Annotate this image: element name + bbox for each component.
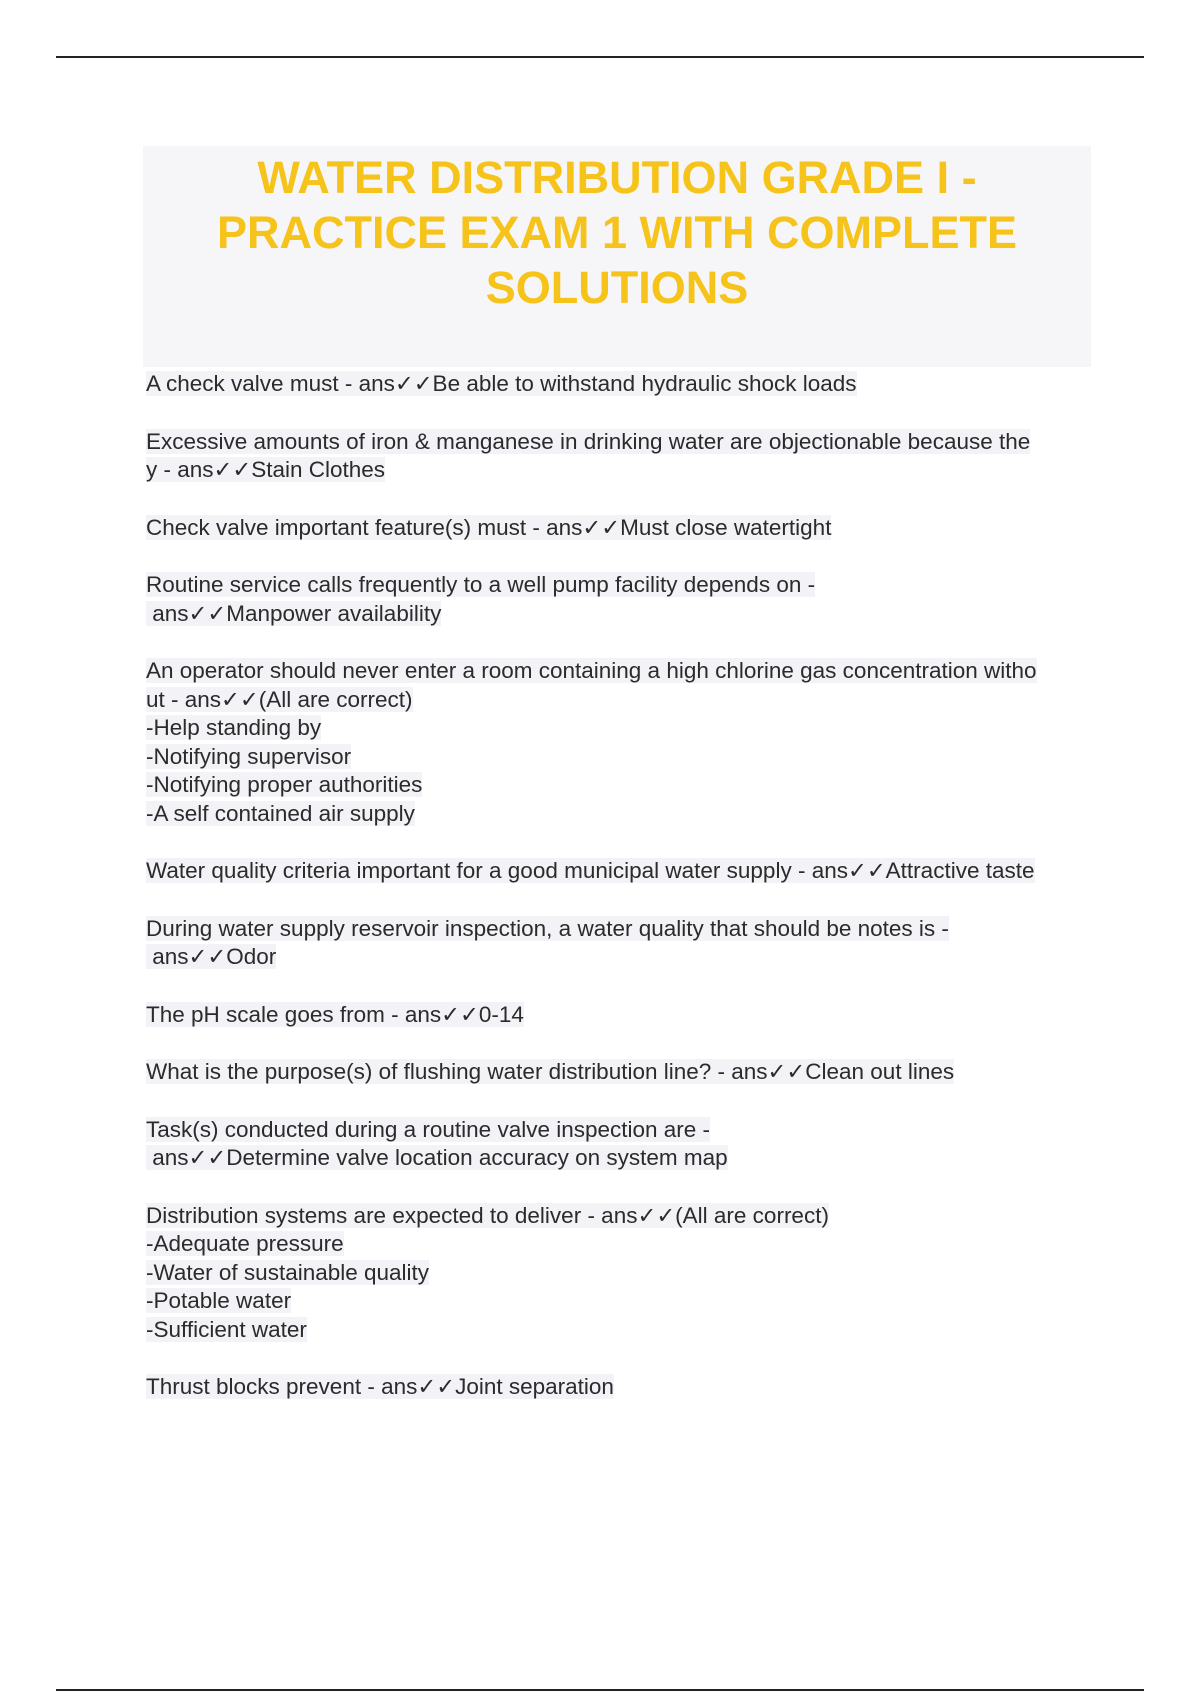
- qa-line-text: -A self contained air supply: [146, 800, 415, 826]
- qa-line: [146, 600, 1096, 629]
- qa-line-text: -Sufficient water: [146, 1316, 307, 1342]
- qa-line: [146, 1202, 1096, 1231]
- qa-item: [146, 370, 1096, 399]
- qa-line: [146, 943, 1096, 972]
- qa-line-text: The pH scale goes from - ans✓✓0-14: [146, 1001, 524, 1027]
- qa-line-text: Check valve important feature(s) must - ans✓✓Must close watertight: [146, 514, 832, 540]
- qa-line: [146, 456, 1096, 485]
- qa-line-text: A check valve must - ans✓✓Be able to withstand hydraulic shock loads: [146, 371, 857, 396]
- qa-line-text: ans✓✓Determine valve location accuracy on system map: [146, 1145, 728, 1170]
- qa-line-text: ans✓✓Manpower availability: [146, 600, 442, 626]
- qa-line: [146, 1287, 1096, 1316]
- qa-line-text: -Help standing by: [146, 715, 322, 740]
- qa-line: [146, 915, 1096, 944]
- qa-item: [146, 571, 1096, 628]
- qa-item: [146, 514, 1096, 543]
- qa-line: [146, 428, 1096, 457]
- qa-line: [146, 857, 1096, 886]
- qa-item: [146, 428, 1096, 485]
- document-title: [143, 150, 1091, 315]
- qa-line: [146, 743, 1096, 772]
- qa-line: [146, 1259, 1096, 1288]
- qa-line-text: What is the purpose(s) of flushing water distribution line? - ans✓✓Clean out lines: [146, 1059, 955, 1084]
- qa-line: [146, 571, 1096, 600]
- qa-line: [146, 1230, 1096, 1259]
- qa-line: [146, 1316, 1096, 1345]
- title-line: PRACTICE EXAM 1 WITH COMPLETE: [216, 207, 1018, 258]
- qa-item: [146, 1116, 1096, 1173]
- qa-line: [146, 714, 1096, 743]
- title-line: SOLUTIONS: [485, 262, 749, 313]
- qa-line: [146, 514, 1096, 543]
- qa-item: [146, 1058, 1096, 1087]
- qa-line-text: -Notifying proper authorities: [146, 772, 423, 797]
- qa-line-text: -Notifying supervisor: [146, 743, 352, 769]
- qa-line: [146, 1144, 1096, 1173]
- qa-line: [146, 1001, 1096, 1030]
- qa-item: [146, 857, 1096, 886]
- qa-line-text: Task(s) conducted during a routine valve inspection are -: [146, 1116, 711, 1142]
- qa-line: [146, 686, 1096, 715]
- qa-line-text: -Water of sustainable quality: [146, 1259, 430, 1285]
- bottom-rule: [56, 1689, 1144, 1691]
- qa-line-text: Excessive amounts of iron & manganese in drinking water are objectionable because the: [146, 428, 1031, 454]
- qa-line-text: ut - ans✓✓(All are correct): [146, 686, 413, 712]
- qa-item: [146, 1202, 1096, 1345]
- qa-line-text: During water supply reservoir inspection, a water quality that should be notes is -: [146, 915, 949, 941]
- qa-line-text: Distribution systems are expected to deliver - ans✓✓(All are correct): [146, 1202, 829, 1228]
- qa-line: [146, 800, 1096, 829]
- qa-line-text: -Adequate pressure: [146, 1231, 344, 1256]
- title-line: WATER DISTRIBUTION GRADE I -: [257, 152, 977, 203]
- qa-line-text: Water quality criteria important for a good municipal water supply - ans✓✓Attractive taste: [146, 858, 1035, 883]
- qa-line-text: Routine service calls frequently to a well pump facility depends on -: [146, 572, 816, 597]
- qa-item: [146, 1001, 1096, 1030]
- top-rule: [56, 56, 1144, 58]
- qa-line-text: An operator should never enter a room containing a high chlorine gas concentration witho: [146, 658, 1037, 683]
- qa-line: [146, 1058, 1096, 1087]
- qa-line-text: -Potable water: [146, 1288, 292, 1313]
- qa-item: [146, 1373, 1096, 1402]
- title-banner: [143, 146, 1091, 367]
- qa-line-text: Thrust blocks prevent - ans✓✓Joint separation: [146, 1374, 614, 1399]
- qa-item: [146, 657, 1096, 828]
- qa-line: [146, 1373, 1096, 1402]
- qa-line: [146, 1116, 1096, 1145]
- qa-line: [146, 771, 1096, 800]
- qa-line: [146, 370, 1096, 399]
- qa-item: [146, 915, 1096, 972]
- qa-line: [146, 657, 1096, 686]
- question-answer-list: [146, 370, 1096, 1431]
- qa-line-text: y - ans✓✓Stain Clothes: [146, 457, 386, 482]
- qa-line-text: ans✓✓Odor: [146, 944, 277, 969]
